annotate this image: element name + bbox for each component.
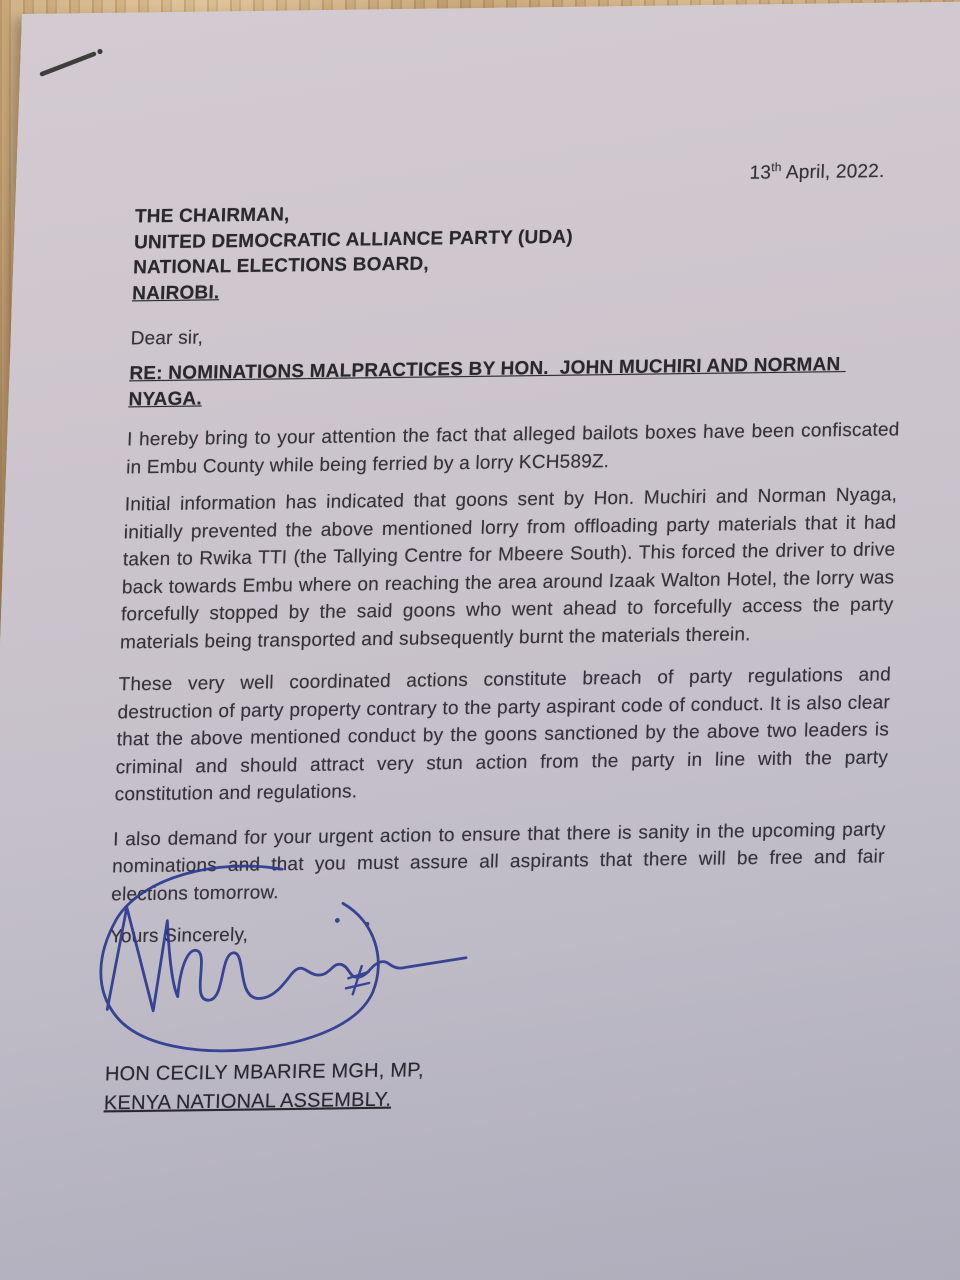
signature-block bbox=[103, 1051, 877, 1119]
recipient-address bbox=[132, 195, 908, 307]
paragraph-1: I hereby bring to your attention the fact that alleged bailots boxes have been confiscated in Embu County while being ferried by a lorry KCH589Z. bbox=[125, 419, 900, 479]
paragraph-3: These very well coordinated actions constitute breach of party regulations and destruction of party property contrary to the party aspirant code of conduct. It is also clear that the above mentioned conduct by the goons sanctioned by the above two leaders is criminal and should attract very stun action from the party in line with the party constitution and regulations. bbox=[114, 664, 892, 806]
signer-name: HON CECILY MBARIRE MGH, MP, bbox=[104, 1059, 425, 1086]
date-ordinal: th bbox=[771, 159, 782, 175]
staple-icon bbox=[36, 46, 110, 80]
letter-page bbox=[0, 1, 960, 1280]
closing-valediction: Yours Sincerely, bbox=[109, 924, 249, 948]
salutation: Dear sir, bbox=[130, 327, 204, 350]
paragraph-4: I also demand for your urgent action to ensure that there is sanity in the upcoming party nominations and that you must assure all aspirants that there will be free and fair elections tomorrow. bbox=[110, 819, 886, 906]
date-rest: April, 2022. bbox=[781, 160, 885, 184]
recipient-line-board: NATIONAL ELECTIONS BOARD, bbox=[132, 253, 430, 279]
recipient-line-city: NAIROBI. bbox=[131, 282, 220, 305]
recipient-line-party: UNITED DEMOCRATIC ALLIANCE PARTY (UDA) bbox=[133, 226, 574, 254]
recipient-line-chairman: THE CHAIRMAN, bbox=[134, 204, 290, 228]
date-day: 13 bbox=[749, 162, 772, 184]
letter-date bbox=[136, 152, 909, 194]
signer-organization: KENYA NATIONAL ASSEMBLY. bbox=[103, 1088, 392, 1115]
subject-line: RE: NOMINATIONS MALPRACTICES BY HON. JOHN MUCHIRI AND NORMAN NYAGA. bbox=[128, 354, 847, 411]
letter-content bbox=[103, 152, 909, 1118]
paragraph-2: Initial information has indicated that goons sent by Hon. Muchiri and Norman Nyaga, initially prevented the above mentioned lorry from offloading party materials that it had taken to Rwika TTI (the Tallying Centre for Mbeere South). This forced the driver to drive back towards Embu where on reaching the area around Izaak Walton Hotel, the lorry was forcefully stopped by the said goons who went ahead to forcefully access the party materials being transported and subsequently burnt the materials therein. bbox=[119, 484, 898, 654]
